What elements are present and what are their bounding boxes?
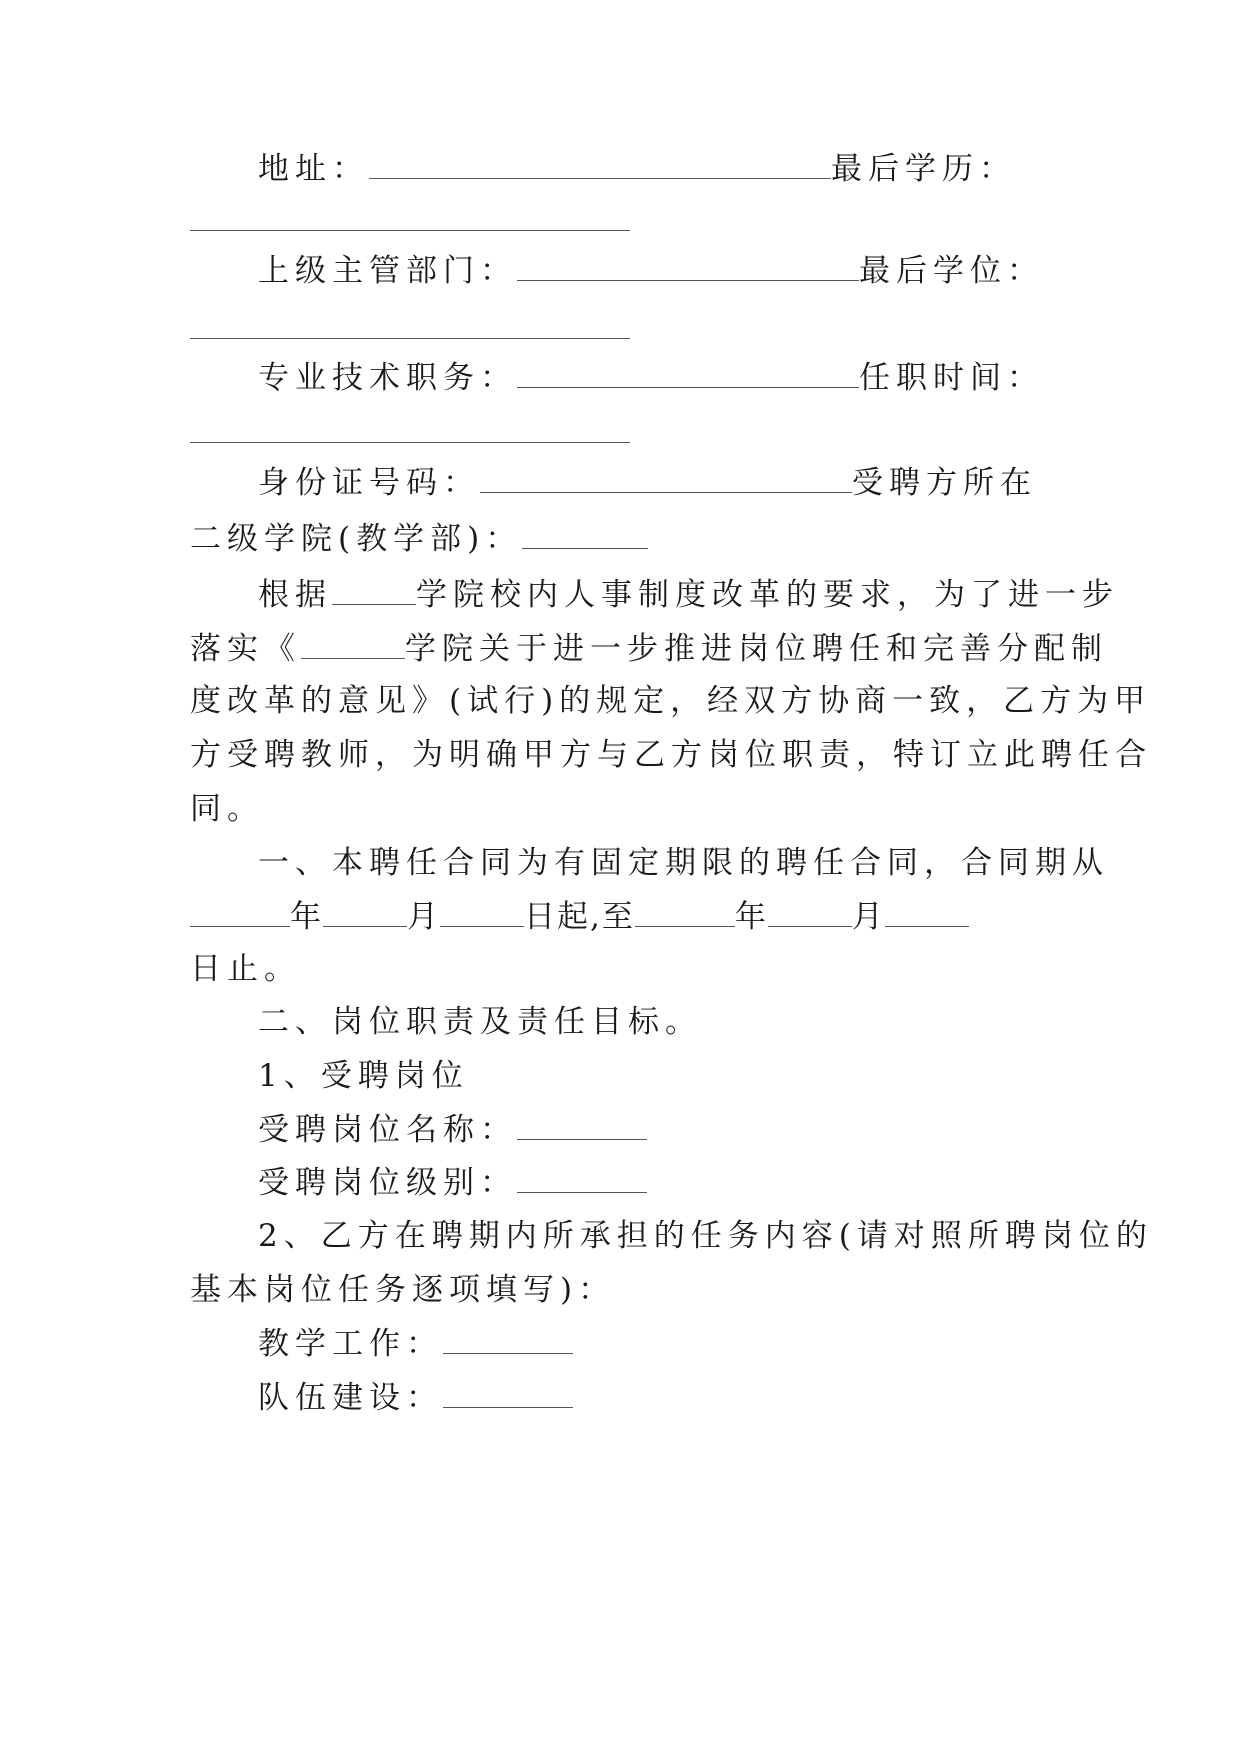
clause1-line-3: 日止。: [190, 951, 301, 987]
post-name-label: 受聘岗位名称：: [258, 1112, 517, 1148]
supervisor-label: 上级主管部门：: [258, 253, 517, 289]
address-blank[interactable]: [369, 148, 831, 179]
preamble-line-2: [190, 628, 1108, 669]
supervisor-row: [258, 250, 1060, 291]
start-year-blank[interactable]: [190, 896, 290, 927]
preamble-text: 学院校内人事制度改革的要求，为了进一步: [416, 577, 1119, 613]
school-blank-1[interactable]: [332, 574, 416, 605]
tenure-blank[interactable]: [190, 442, 630, 443]
start-month-blank[interactable]: [323, 896, 407, 927]
month-label: 月: [851, 899, 885, 935]
degree-blank[interactable]: [190, 338, 630, 339]
post-level-blank[interactable]: [517, 1162, 647, 1193]
year-label: 年: [290, 899, 323, 935]
day-from-label: 日起,至: [524, 899, 635, 935]
college-label-a: 受聘方所在: [852, 465, 1037, 501]
id-blank[interactable]: [480, 462, 852, 493]
education-blank[interactable]: [190, 230, 630, 231]
college-label-b: 二级学院(教学部)：: [190, 521, 523, 557]
address-label: 地址：: [258, 151, 369, 187]
college-row: [190, 518, 1060, 559]
clause2-heading: 二、岗位职责及责任目标。: [258, 1004, 702, 1040]
team-label: 队伍建设：: [258, 1380, 443, 1416]
preamble-text: 根据: [258, 577, 332, 613]
clause2-item2-line-1: 2、乙方在聘期内所承担的任务内容(请对照所聘岗位的: [258, 1218, 1153, 1254]
post-level-label: 受聘岗位级别：: [258, 1165, 517, 1201]
clause1-line-1: 一、本聘任合同为有固定期限的聘任合同，合同期从: [258, 845, 1109, 881]
end-month-blank[interactable]: [768, 896, 852, 927]
preamble-line-1: [258, 574, 1119, 615]
clause2-item1: 1、受聘岗位: [258, 1058, 469, 1094]
post-name-blank[interactable]: [517, 1109, 647, 1140]
education-label: 最后学历：: [831, 151, 1016, 187]
title-row: [258, 357, 1060, 398]
clause1-date-row: [190, 896, 1060, 937]
preamble-text: 学院关于进一步推进岗位聘任和完善分配制: [405, 631, 1108, 667]
title-label: 专业技术职务：: [258, 360, 517, 396]
year-label: 年: [734, 899, 768, 935]
address-row: [258, 148, 1060, 189]
id-row: [258, 462, 1060, 503]
team-blank[interactable]: [443, 1377, 573, 1408]
teaching-label: 教学工作：: [258, 1326, 443, 1362]
school-blank-2[interactable]: [301, 628, 405, 659]
end-year-blank[interactable]: [635, 896, 735, 927]
title-blank[interactable]: [517, 357, 859, 388]
start-day-blank[interactable]: [440, 896, 524, 927]
teaching-blank[interactable]: [443, 1323, 573, 1354]
preamble-line-3: 度改革的意见》(试行)的规定，经双方协商一致，乙方为甲: [190, 683, 1152, 719]
id-label: 身份证号码：: [258, 465, 480, 501]
end-day-blank[interactable]: [885, 896, 969, 927]
team-row: [258, 1377, 1060, 1418]
clause2-item2-line-2: 基本岗位任务逐项填写)：: [190, 1272, 616, 1308]
tenure-label: 任职时间：: [859, 360, 1044, 396]
post-name-row: [258, 1109, 1060, 1150]
college-blank[interactable]: [522, 518, 648, 549]
preamble-line-5: 同。: [190, 791, 264, 827]
preamble-line-4: 方受聘教师，为明确甲方与乙方岗位职责，特订立此聘任合: [190, 737, 1152, 773]
post-level-row: [258, 1162, 1060, 1203]
degree-label: 最后学位：: [859, 253, 1044, 289]
teaching-row: [258, 1323, 1060, 1364]
preamble-text: 落实《: [190, 631, 301, 667]
month-label: 月: [407, 899, 440, 935]
supervisor-blank[interactable]: [517, 250, 859, 281]
